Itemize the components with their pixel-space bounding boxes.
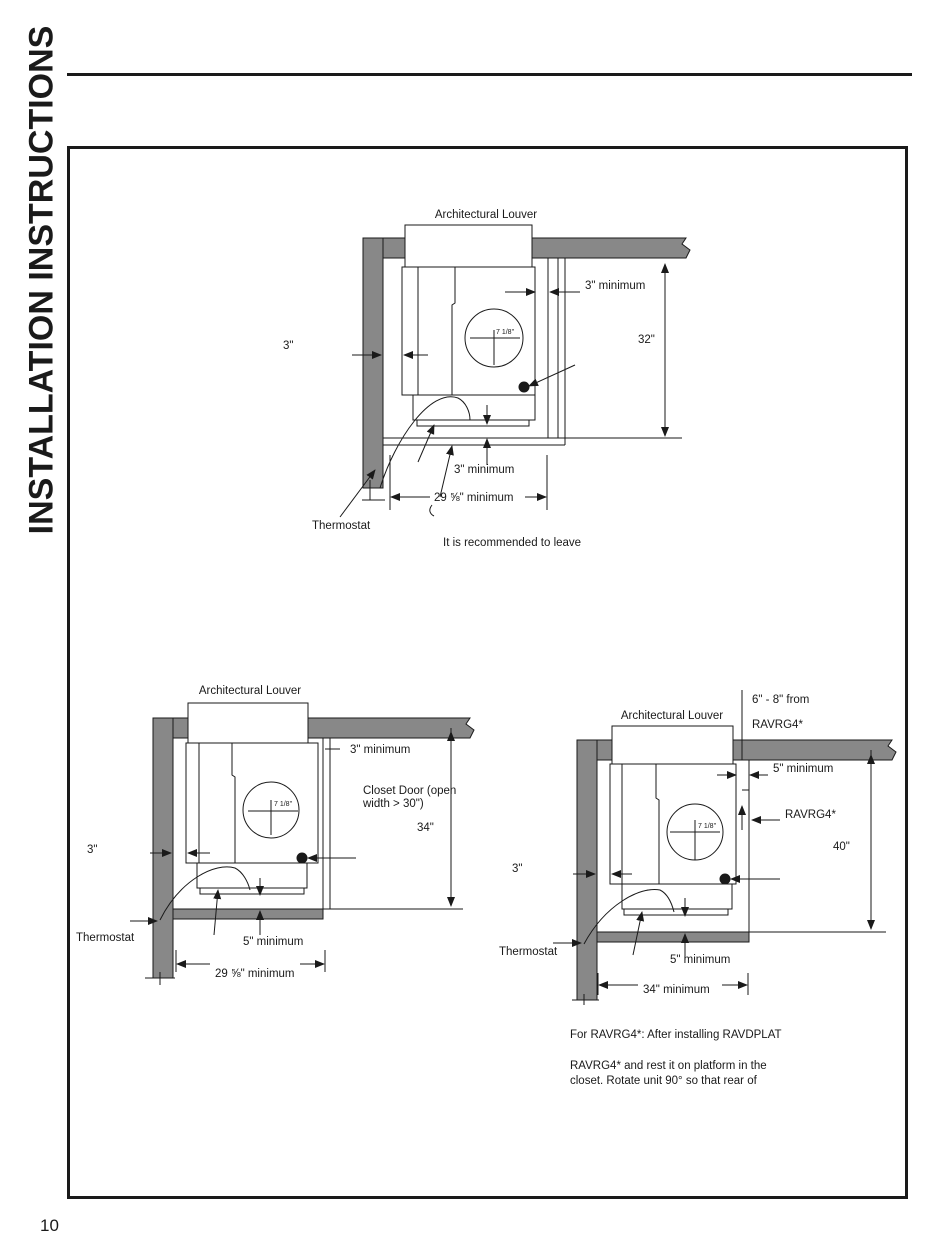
left-door-label-line: Closet Door (open bbox=[363, 785, 457, 797]
left-louver bbox=[188, 703, 308, 743]
left-left-gap-label: 3" bbox=[87, 844, 98, 856]
diagram-top bbox=[340, 225, 690, 517]
top-thermostat-dot bbox=[519, 382, 529, 392]
right-louver-label: Architectural Louver bbox=[620, 710, 724, 722]
left-min-right-label: 3" minimum bbox=[350, 744, 411, 756]
left-vent-label: 7 1/8" bbox=[274, 801, 293, 808]
right-thermostat-label: Thermostat bbox=[499, 946, 558, 958]
top-width-label: 29 ⅝" minimum bbox=[434, 492, 514, 504]
right-width-label: 34" minimum bbox=[643, 984, 710, 996]
left-thermostat-label: Thermostat bbox=[76, 932, 135, 944]
top-louver-label: Architectural Louver bbox=[434, 209, 538, 221]
right-min-right-label: 5" minimum bbox=[773, 763, 834, 775]
right-louver bbox=[612, 726, 733, 764]
right-left-gap-label: 3" bbox=[512, 863, 523, 875]
top-min-front-label: 3" minimum bbox=[454, 464, 515, 476]
top-left-gap-label: 3" bbox=[283, 340, 294, 352]
top-vent-label: 7 1/8" bbox=[496, 329, 515, 336]
right-note-line2: RAVRG4* and rest it on platform in the bbox=[570, 1060, 767, 1072]
top-door-panel bbox=[548, 258, 558, 438]
right-model-top-label: RAVRG4* bbox=[752, 719, 803, 731]
top-unit bbox=[380, 267, 535, 488]
right-note-line1: For RAVRG4*: After installing RAVDPLAT bbox=[570, 1029, 782, 1041]
right-note-line3: closet. Rotate unit 90° so that rear of bbox=[570, 1075, 757, 1087]
left-unit bbox=[160, 743, 318, 920]
top-thermostat-label: Thermostat bbox=[312, 520, 371, 532]
left-min-front-label: 5" minimum bbox=[243, 936, 304, 948]
page-number: 10 bbox=[40, 1216, 59, 1235]
top-note: It is recommended to leave bbox=[443, 537, 582, 549]
left-thermostat-dot bbox=[297, 853, 307, 863]
top-louver bbox=[405, 225, 532, 267]
right-unit bbox=[584, 764, 736, 944]
right-min-front-label: 5" minimum bbox=[670, 954, 731, 966]
right-depth-label: 40" bbox=[833, 841, 850, 853]
left-louver-label: Architectural Louver bbox=[198, 685, 302, 697]
side-title: INSTALLATION INSTRUCTIONS bbox=[22, 25, 61, 535]
right-platform bbox=[597, 932, 749, 942]
left-platform bbox=[173, 909, 323, 919]
left-depth-label: 34" bbox=[417, 822, 434, 834]
left-door-label bbox=[362, 785, 460, 810]
top-depth-label: 32" bbox=[638, 334, 655, 346]
right-model-side-label: RAVRG4* bbox=[785, 809, 836, 821]
right-thermostat-dot bbox=[720, 874, 730, 884]
left-width-label: 29 ⅝" minimum bbox=[215, 968, 295, 980]
right-from-label: 6" - 8" from bbox=[752, 694, 810, 706]
left-door-label-line: width > 30") bbox=[363, 798, 424, 810]
right-vent-label: 7 1/8" bbox=[698, 823, 717, 830]
top-min-right-label: 3" minimum bbox=[585, 280, 646, 292]
